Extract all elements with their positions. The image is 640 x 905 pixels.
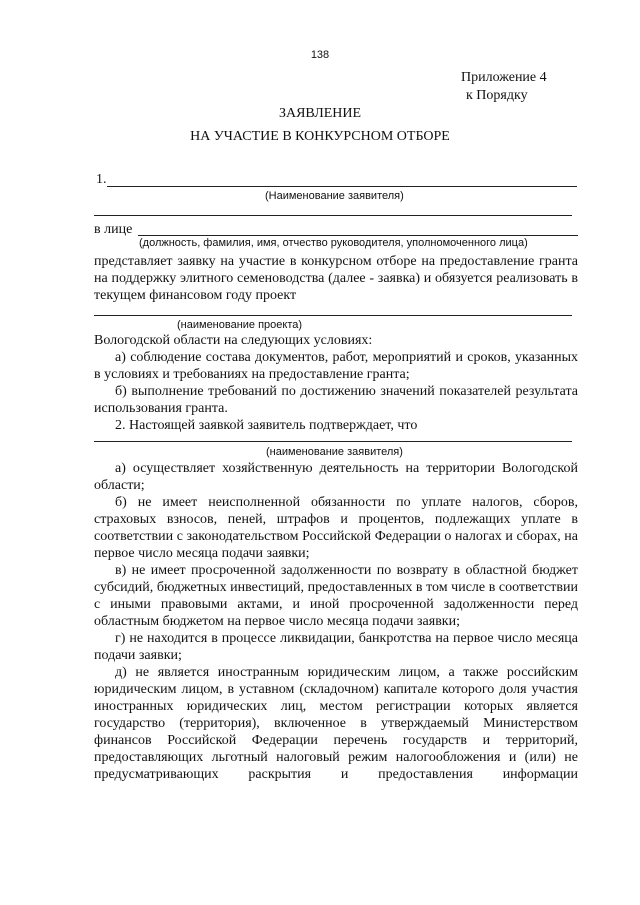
intro-paragraph (94, 253, 578, 304)
confirmation-a: а) осуществляет хозяйственную деятельность на территории Вологодской области; (94, 461, 578, 493)
condition-a: а) соблюдение состава документов, работ, мероприятий и сроков, указанных в условиях и требованиях на предоставление гранта; (94, 350, 578, 382)
confirmation-b: б) не имеет неисполненной обязанности по уплате налогов, сборов, страховых взносов, пеней, штрафов и процентов, подлежащих уплате в соответствии с законодательством Российской Федерации о налогах и сборах, на первое число месяца подачи заявки; (94, 495, 578, 561)
appendix-note (461, 69, 547, 105)
caption-applicant-2: (наименование заявителя) (266, 446, 403, 458)
condition-b: б) выполнение требований по достижению значений показателей результата использования гранта. (94, 384, 578, 416)
caption-person: (должность, фамилия, имя, отчество руководителя, уполномоченного лица) (139, 237, 528, 249)
confirmation-v: в) не имеет просроченной задолженности по возврату в областной бюджет субсидий, бюджетных инвестиций, предоставленных в том числе в соответствии с иными правовыми актами, и иной просроченной задолженности перед областным бюджетом на первое число месяца подачи заявки; (94, 563, 578, 629)
conditions-block (94, 332, 578, 434)
applicant-fill-line (107, 186, 577, 187)
person-fill-line (138, 235, 578, 236)
item-2: 2. Настоящей заявкой заявитель подтверждает, что (115, 418, 418, 433)
item-number: 1. (96, 172, 107, 187)
conditions-intro: Вологодской области на следующих условиях: (94, 333, 373, 348)
caption-project: (наименование проекта) (177, 319, 303, 331)
applicant-fill-line-3 (94, 441, 572, 442)
document-subtitle: НА УЧАСТИЕ В КОНКУРСНОМ ОТБОРЕ (190, 129, 450, 144)
confirmations-block (94, 460, 578, 783)
in-person-label: в лице (94, 222, 133, 237)
applicant-fill-line-2 (94, 215, 572, 216)
appendix-line-2: к Порядку (466, 88, 528, 103)
page-number: 138 (310, 49, 330, 61)
confirmation-g: г) не находится в процессе ликвидации, банкротства на первое число месяца подачи заявки; (94, 631, 578, 663)
project-fill-line (94, 315, 572, 316)
appendix-line-1: Приложение 4 (461, 70, 547, 85)
document-title: ЗАЯВЛЕНИЕ (278, 106, 362, 121)
caption-applicant: (Наименование заявителя) (265, 190, 404, 202)
confirmation-d: д) не является иностранным юридическим лицом, а также российским юридическим лицом, в уставном (складочном) капитале которого доля участия иностранных юридических лиц, местом регистрации которых является государство (территория), включенное в утверждаемый Министерством финансов Российской Федерации перечень государств и территорий, предоставляющих льготный налоговый режим налогообложения и (или) не предусматривающих раскрытия и предоставления информации (94, 665, 578, 782)
intro-text: представляет заявку на участие в конкурсном отборе на предоставление гранта на поддержку элитного семеноводства (далее - заявка) и обязуется реализовать в текущем финансовом году проект (94, 254, 578, 303)
